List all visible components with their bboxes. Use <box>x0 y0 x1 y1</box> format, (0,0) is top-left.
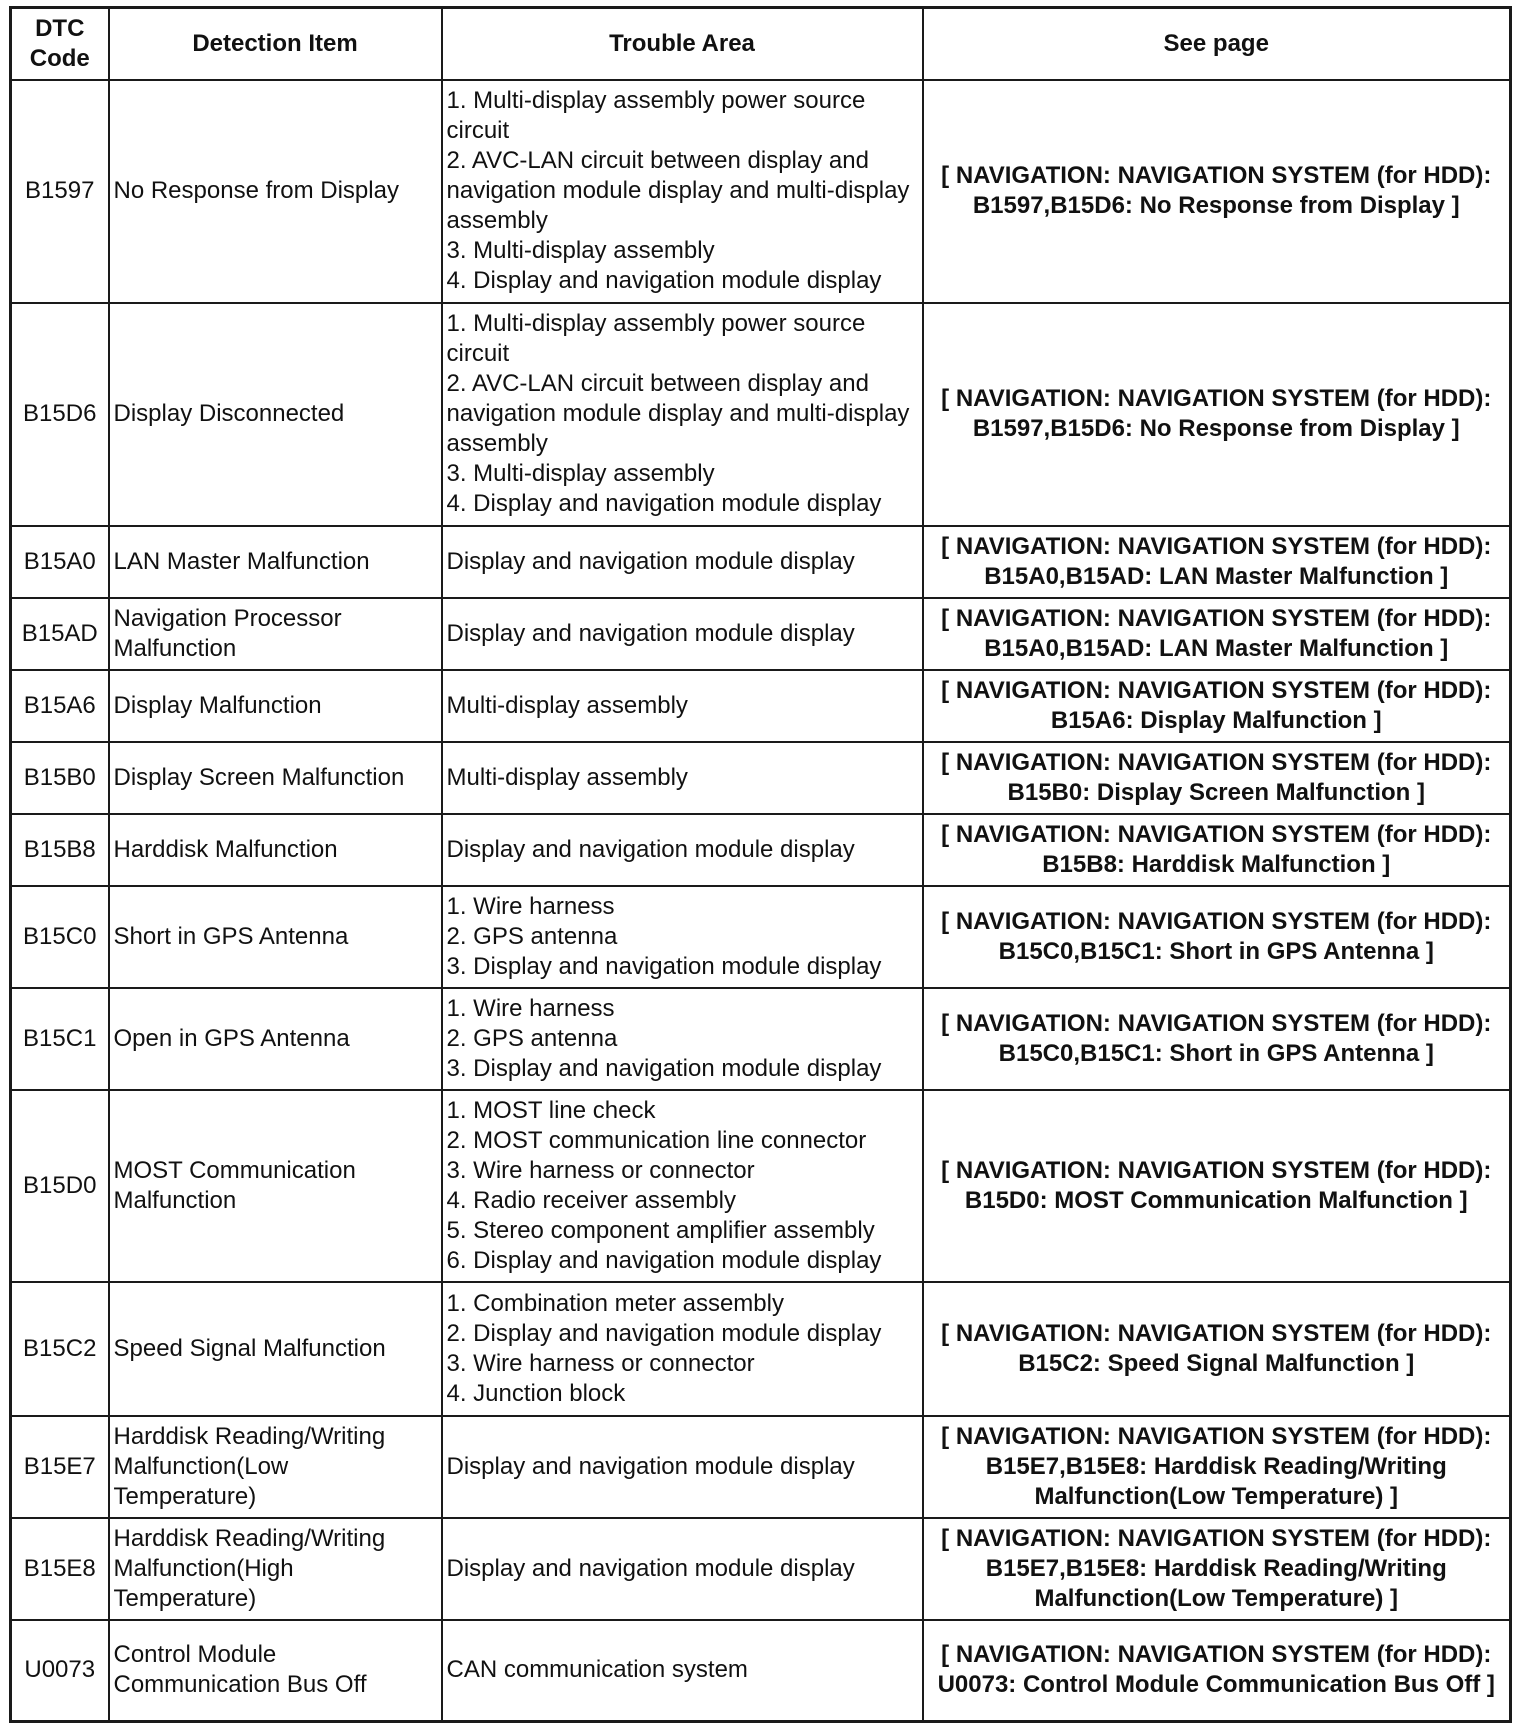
dtc-code-cell: U0073 <box>11 1620 109 1722</box>
trouble-area-cell: Display and navigation module display <box>442 1416 923 1518</box>
detection-item-cell: Display Screen Malfunction <box>109 742 442 814</box>
dtc-code-cell: B15C1 <box>11 988 109 1090</box>
dtc-code-cell: B15D0 <box>11 1090 109 1282</box>
trouble-area-cell: CAN communication system <box>442 1620 923 1722</box>
see-page-link[interactable]: [ NAVIGATION: NAVIGATION SYSTEM (for HDD): B15C2: Speed Signal Malfunction ] <box>923 1282 1511 1416</box>
trouble-area-cell: Multi-display assembly <box>442 670 923 742</box>
table-row <box>11 598 1511 670</box>
trouble-area-cell: Multi-display assembly <box>442 742 923 814</box>
table-row <box>11 303 1511 526</box>
dtc-code-cell: B15A0 <box>11 526 109 598</box>
table-row <box>11 526 1511 598</box>
see-page-link[interactable]: [ NAVIGATION: NAVIGATION SYSTEM (for HDD): B15D0: MOST Communication Malfunction ] <box>923 1090 1511 1282</box>
table-row <box>11 1282 1511 1416</box>
trouble-area-cell: Display and navigation module display <box>442 526 923 598</box>
table-row <box>11 80 1511 303</box>
dtc-code-cell: B15AD <box>11 598 109 670</box>
detection-item-cell: LAN Master Malfunction <box>109 526 442 598</box>
see-page-link[interactable]: [ NAVIGATION: NAVIGATION SYSTEM (for HDD): B15E7,B15E8: Harddisk Reading/Writing Malfunction(Low Temperature) ] <box>923 1416 1511 1518</box>
table-row <box>11 814 1511 886</box>
header-row <box>11 8 1511 80</box>
dtc-code-cell: B15A6 <box>11 670 109 742</box>
dtc-code-cell: B15C2 <box>11 1282 109 1416</box>
detection-item-cell: MOST Communication Malfunction <box>109 1090 442 1282</box>
see-page-link[interactable]: [ NAVIGATION: NAVIGATION SYSTEM (for HDD): B15A6: Display Malfunction ] <box>923 670 1511 742</box>
detection-item-cell: Harddisk Reading/Writing Malfunction(Low Temperature) <box>109 1416 442 1518</box>
table-row <box>11 670 1511 742</box>
trouble-area-cell: 1. Multi-display assembly power source circuit 2. AVC-LAN circuit between display and navigation module display and multi-display assembly 3. Multi-display assembly 4. Display and navigation module display <box>442 80 923 303</box>
dtc-code-cell: B15C0 <box>11 886 109 988</box>
table-row <box>11 1620 1511 1722</box>
dtc-code-cell: B15E8 <box>11 1518 109 1620</box>
detection-item-cell: Harddisk Reading/Writing Malfunction(High Temperature) <box>109 1518 442 1620</box>
dtc-code-cell: B1597 <box>11 80 109 303</box>
detection-item-cell: Open in GPS Antenna <box>109 988 442 1090</box>
header-see-page: See page <box>923 8 1511 80</box>
dtc-code-cell: B15E7 <box>11 1416 109 1518</box>
dtc-table <box>9 6 1512 1723</box>
table-row <box>11 1416 1511 1518</box>
trouble-area-cell: Display and navigation module display <box>442 814 923 886</box>
detection-item-cell: Display Disconnected <box>109 303 442 526</box>
see-page-link[interactable]: [ NAVIGATION: NAVIGATION SYSTEM (for HDD): U0073: Control Module Communication Bus Off ] <box>923 1620 1511 1722</box>
see-page-link[interactable]: [ NAVIGATION: NAVIGATION SYSTEM (for HDD): B15B0: Display Screen Malfunction ] <box>923 742 1511 814</box>
see-page-link[interactable]: [ NAVIGATION: NAVIGATION SYSTEM (for HDD): B15A0,B15AD: LAN Master Malfunction ] <box>923 526 1511 598</box>
detection-item-cell: Harddisk Malfunction <box>109 814 442 886</box>
table-row <box>11 1090 1511 1282</box>
header-trouble-area: Trouble Area <box>442 8 923 80</box>
dtc-code-cell: B15B0 <box>11 742 109 814</box>
see-page-link[interactable]: [ NAVIGATION: NAVIGATION SYSTEM (for HDD): B15B8: Harddisk Malfunction ] <box>923 814 1511 886</box>
trouble-area-cell: Display and navigation module display <box>442 1518 923 1620</box>
header-detection-item: Detection Item <box>109 8 442 80</box>
trouble-area-cell: 1. Multi-display assembly power source circuit 2. AVC-LAN circuit between display and navigation module display and multi-display assembly 3. Multi-display assembly 4. Display and navigation module display <box>442 303 923 526</box>
table-row <box>11 1518 1511 1620</box>
see-page-link[interactable]: [ NAVIGATION: NAVIGATION SYSTEM (for HDD): B15C0,B15C1: Short in GPS Antenna ] <box>923 886 1511 988</box>
detection-item-cell: Speed Signal Malfunction <box>109 1282 442 1416</box>
trouble-area-cell: 1. Wire harness 2. GPS antenna 3. Display and navigation module display <box>442 886 923 988</box>
trouble-area-cell: Display and navigation module display <box>442 598 923 670</box>
see-page-link[interactable]: [ NAVIGATION: NAVIGATION SYSTEM (for HDD): B1597,B15D6: No Response from Display ] <box>923 303 1511 526</box>
dtc-code-cell: B15D6 <box>11 303 109 526</box>
detection-item-cell: Control Module Communication Bus Off <box>109 1620 442 1722</box>
table-row <box>11 742 1511 814</box>
trouble-area-cell: 1. Wire harness 2. GPS antenna 3. Display and navigation module display <box>442 988 923 1090</box>
detection-item-cell: No Response from Display <box>109 80 442 303</box>
table-row <box>11 886 1511 988</box>
header-dtc-code: DTC Code <box>11 8 109 80</box>
dtc-code-cell: B15B8 <box>11 814 109 886</box>
see-page-link[interactable]: [ NAVIGATION: NAVIGATION SYSTEM (for HDD): B15E7,B15E8: Harddisk Reading/Writing Malfunction(Low Temperature) ] <box>923 1518 1511 1620</box>
see-page-link[interactable]: [ NAVIGATION: NAVIGATION SYSTEM (for HDD): B15A0,B15AD: LAN Master Malfunction ] <box>923 598 1511 670</box>
detection-item-cell: Display Malfunction <box>109 670 442 742</box>
detection-item-cell: Short in GPS Antenna <box>109 886 442 988</box>
trouble-area-cell: 1. Combination meter assembly 2. Display and navigation module display 3. Wire harness or connector 4. Junction block <box>442 1282 923 1416</box>
see-page-link[interactable]: [ NAVIGATION: NAVIGATION SYSTEM (for HDD): B15C0,B15C1: Short in GPS Antenna ] <box>923 988 1511 1090</box>
detection-item-cell: Navigation Processor Malfunction <box>109 598 442 670</box>
table-row <box>11 988 1511 1090</box>
trouble-area-cell: 1. MOST line check 2. MOST communication line connector 3. Wire harness or connector 4. Radio receiver assembly 5. Stereo component amplifier assembly 6. Display and navigation module display <box>442 1090 923 1282</box>
see-page-link[interactable]: [ NAVIGATION: NAVIGATION SYSTEM (for HDD): B1597,B15D6: No Response from Display ] <box>923 80 1511 303</box>
